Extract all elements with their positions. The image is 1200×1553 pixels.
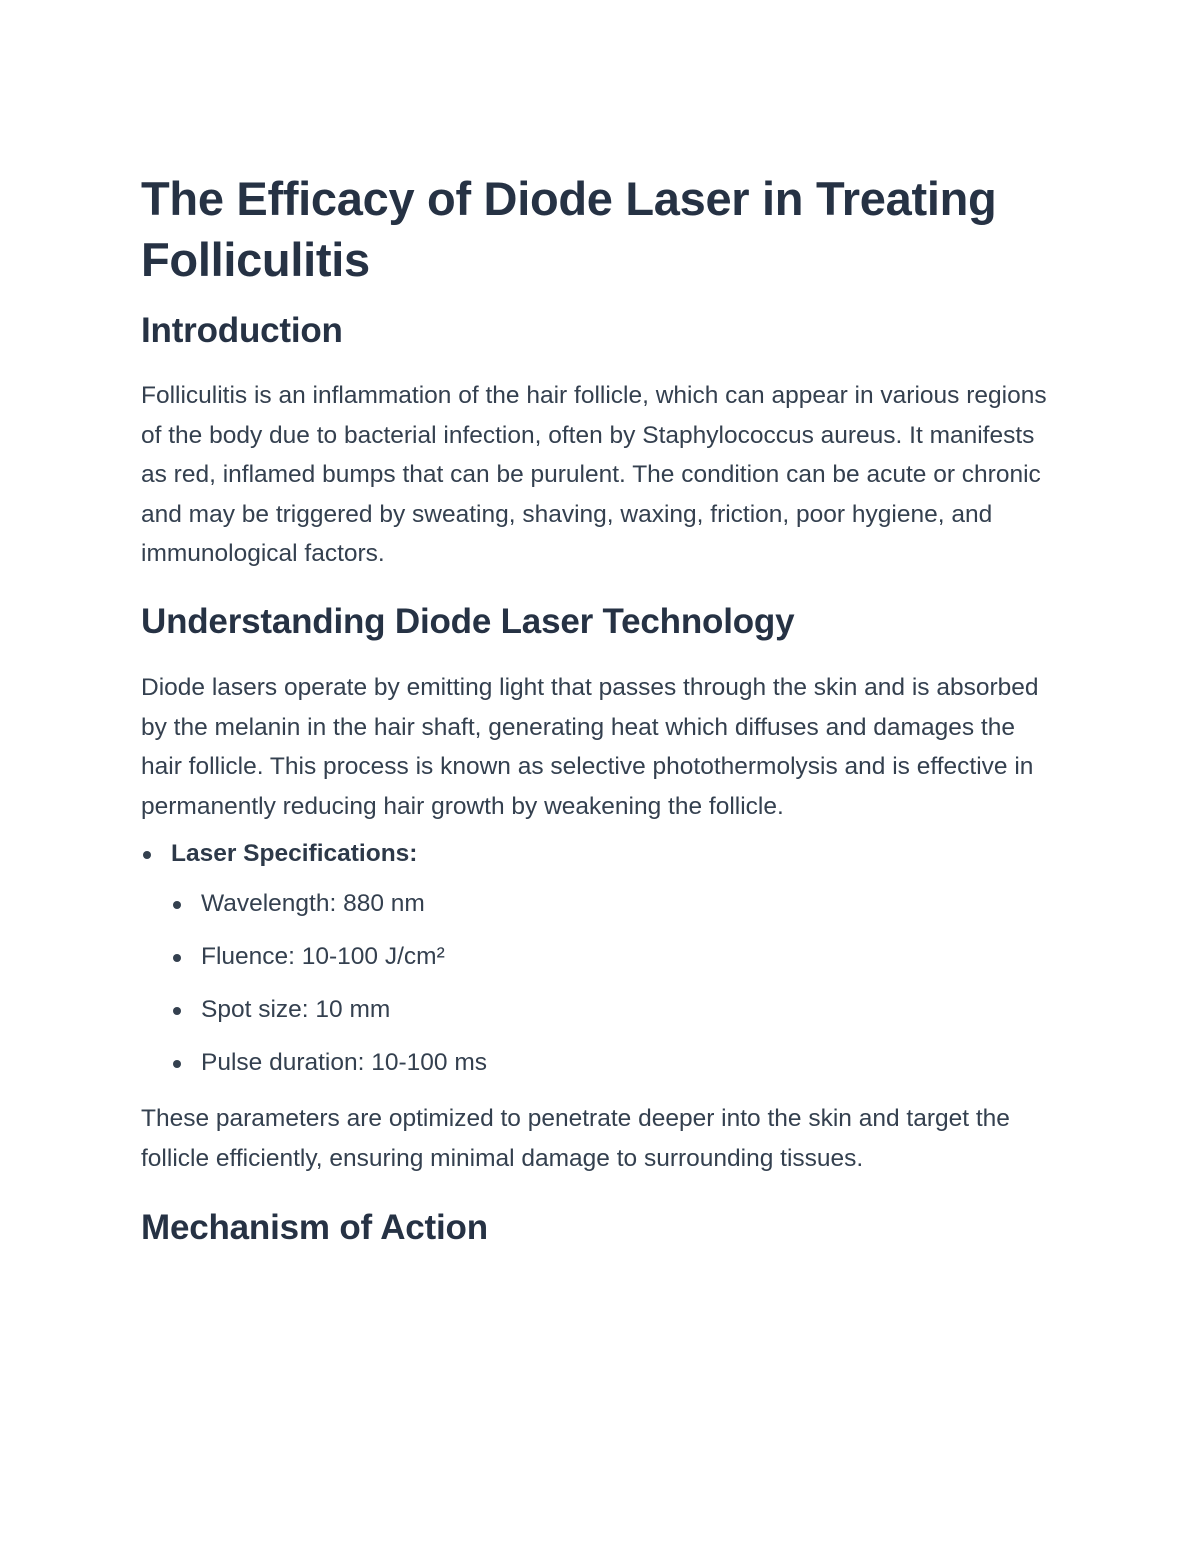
list-item (171, 996, 1051, 1024)
bullet-icon (173, 1007, 181, 1015)
document-page (141, 168, 1051, 1250)
section-heading-introduction: Introduction (141, 311, 343, 350)
list-item (171, 943, 1051, 971)
bullet-icon (143, 851, 151, 859)
list-item (141, 840, 1051, 1077)
spec-pulse-duration: Pulse duration: 10-100 ms (201, 1049, 487, 1077)
section-paragraph-parameters: These parameters are optimized to penetrate deeper into the skin and target the follicle efficiently, ensuring minimal damage to surrounding tissues. (141, 1105, 1010, 1172)
list-item (171, 890, 1051, 918)
spec-sublist (171, 890, 1051, 1077)
spec-wavelength: Wavelength: 880 nm (201, 890, 425, 918)
section-heading-mechanism: Mechanism of Action (141, 1207, 488, 1247)
document-title: The Efficacy of Diode Laser in Treating Folliculitis (141, 172, 997, 286)
laser-spec-list (141, 840, 1051, 1077)
bullet-icon (173, 901, 181, 909)
section-paragraph-diode-laser: Diode lasers operate by emitting light that passes through the skin and is absorbed by the melanin in the hair shaft, generating heat which diffuses and damages the hair follicle. This process is known as selective photothermolysis and is effective in permanently reducing hair growth by weakening the follicle. (141, 673, 1039, 820)
bullet-icon (173, 1060, 181, 1068)
section-paragraph-introduction: Folliculitis is an inflammation of the hair follicle, which can appear in various regions of the body due to bacterial infection, often by Staphylococcus aureus. It manifests as red, inflamed bumps that can be purulent. The condition can be acute or chronic and may be triggered by sweating, shaving, waxing, friction, poor hygiene, and immunological factors. (141, 382, 1047, 568)
list-item (171, 1049, 1051, 1077)
bullet-icon (173, 954, 181, 962)
spec-spot-size: Spot size: 10 mm (201, 996, 391, 1024)
spec-list-label: Laser Specifications: (171, 840, 418, 868)
spec-fluence: Fluence: 10-100 J/cm² (201, 943, 445, 971)
section-heading-diode-laser: Understanding Diode Laser Technology (141, 601, 795, 641)
